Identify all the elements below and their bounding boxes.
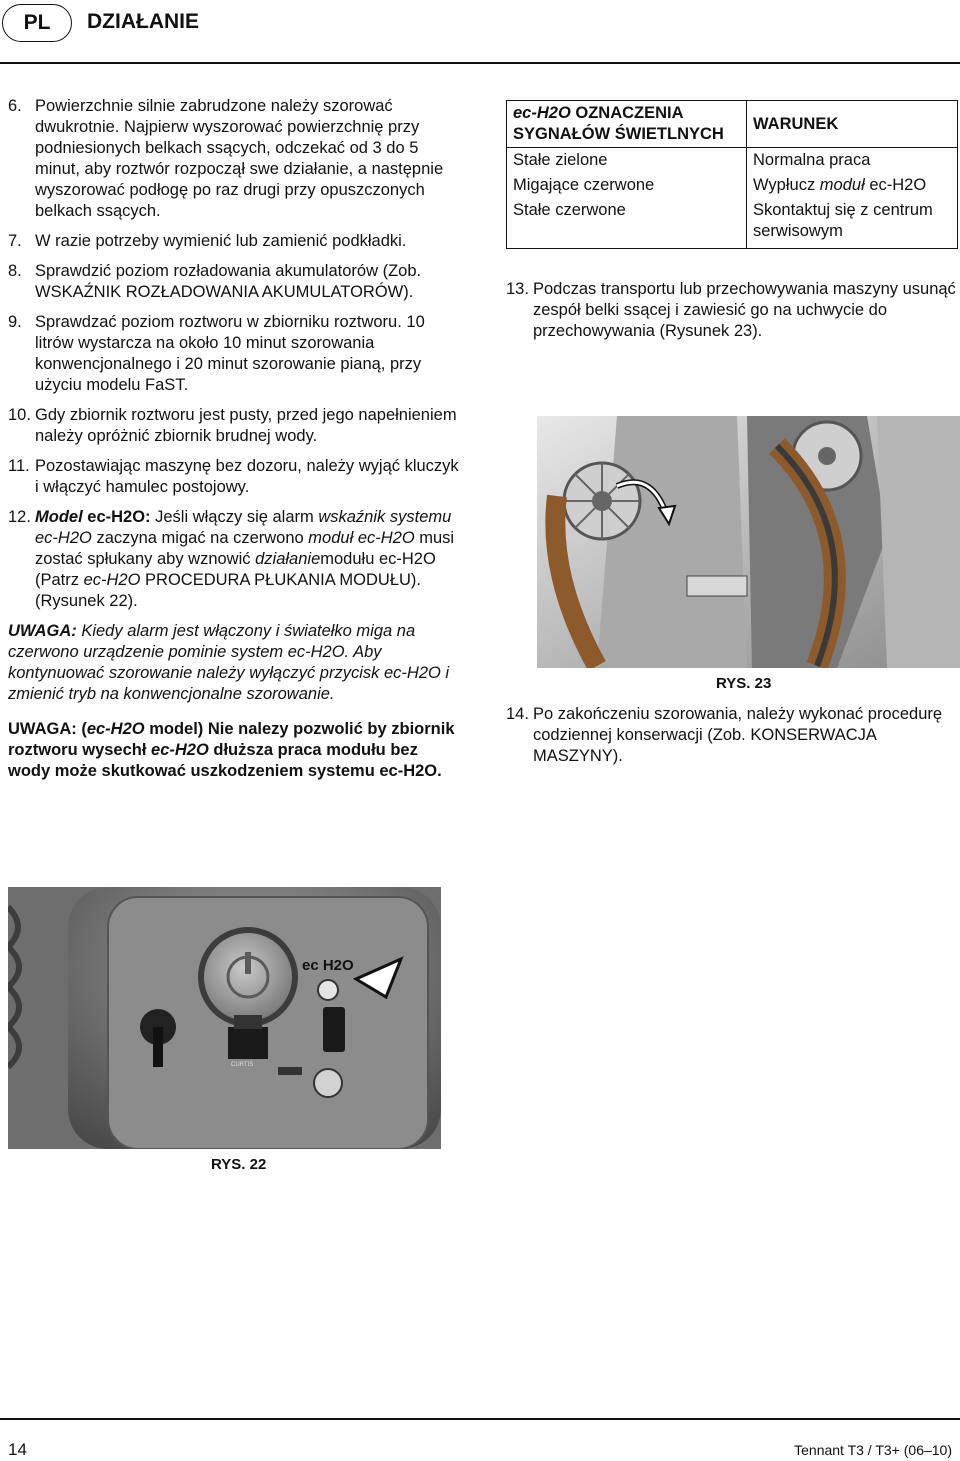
table-row: Migające czerwone Wypłucz moduł ec-H2O: [507, 173, 958, 198]
table-row: Stałe zielone Normalna praca: [507, 148, 958, 174]
list-item: 11. Pozostawiając maszynę bez dozoru, należy wyjąć kluczyk i włączyć hamulec postojowy.: [8, 457, 459, 496]
right-column-lower: [506, 704, 958, 776]
footer-text: Tennant T3 / T3+ (06–10): [794, 1442, 952, 1458]
table-header-condition: WARUNEK: [747, 101, 958, 148]
header-rule: [0, 62, 960, 64]
footer-rule: [0, 1418, 960, 1420]
table-row: Stałe czerwone Skontaktuj się z centrum serwisowym: [507, 198, 958, 249]
page-header: [0, 0, 960, 50]
list-item: 13. Podczas transportu lub przechowywania maszyny usunąć zespół belki ssącej i zawiesić go na uchwycie do przechowywania (Rysunek 23).: [506, 280, 956, 340]
list-item: 9. Sprawdzać poziom roztworu w zbiorniku roztworu. 10 litrów wystarcza na około 10 minut szorowania konwencjonalnego i 20 minut szorowanie pianą, przy użyciu modelu FaST.: [8, 313, 425, 394]
figure-23-photo: [537, 416, 960, 668]
note-alarm: UWAGA: Kiedy alarm jest włączony i światełko miga na czerwono urządzenie pominie system ec-H2O. Aby kontynuować szorowanie należy wyłączyć przycisk ec-H2O i zmienić tryb na konwencjonalne szorowanie.: [8, 622, 450, 703]
warning-dry-run: UWAGA: (ec-H2O model) Nie nalezy pozwolić by zbiornik roztworu wysechł ec-H2O dłuższa praca modułu bez wody może skutkować uszkodzeniem systemu ec-H2O.: [8, 720, 455, 780]
figure-22-caption: RYS. 22: [211, 1156, 267, 1173]
table-header-signal: ec-H2O OZNACZENIA SYGNAŁÓW ŚWIETLNYCH: [507, 101, 747, 148]
figure-23-caption: RYS. 23: [716, 675, 772, 692]
panel-brand: CURTIS: [231, 1062, 254, 1068]
panel-logo: ec H2O: [302, 957, 354, 974]
list-item: 14. Po zakończeniu szorowania, należy wykonać procedurę codziennej konserwacji (Zob. KONSERWACJA MASZYNY).: [506, 705, 943, 765]
section-title: DZIAŁANIE: [87, 10, 199, 33]
list-item: 7. W razie potrzeby wymienić lub zamienić podkładki.: [8, 232, 407, 250]
list-item-ec-h2o: 12. Model ec-H2O: Jeśli włączy się alarm wskaźnik systemu ec-H2O zaczyna migać na czerwono moduł ec-H2O musi zostać spłukany aby wznowić działaniemodułu ec-H2O (Patrz ec-H2O PROCEDURA PŁUKANIA MODUŁU). (Rysunek 22).: [8, 508, 455, 610]
list-item: 10. Gdy zbiornik roztworu jest pusty, przed jego napełnieniem należy opróżnić zbiornik brudnej wody.: [8, 406, 457, 445]
right-column: [506, 100, 958, 351]
page-number: 14: [8, 1440, 27, 1459]
list-item: 6. Powierzchnie silnie zabrudzone należy szorować dwukrotnie. Najpierw wyszorować powierzchnię przy podniesionych belkach ssących, odczekać od 3 do 5 minut, aby roztwór rozpoczął swe działanie, a następnie wyszorować podłogę po raz drugi przy opuszczonych belkach ssących.: [8, 97, 444, 220]
signal-table: [506, 100, 958, 249]
figure-22-photo: [8, 887, 441, 1149]
left-column: [8, 96, 460, 782]
squeegee-storage-illustration: [537, 416, 960, 668]
list-item: 8. Sprawdzić poziom rozładowania akumulatorów (Zob. WSKAŹNIK ROZŁADOWANIA AKUMULATORÓW).: [8, 262, 422, 301]
control-panel-illustration: [8, 887, 441, 1149]
language-badge: PL: [2, 4, 72, 42]
